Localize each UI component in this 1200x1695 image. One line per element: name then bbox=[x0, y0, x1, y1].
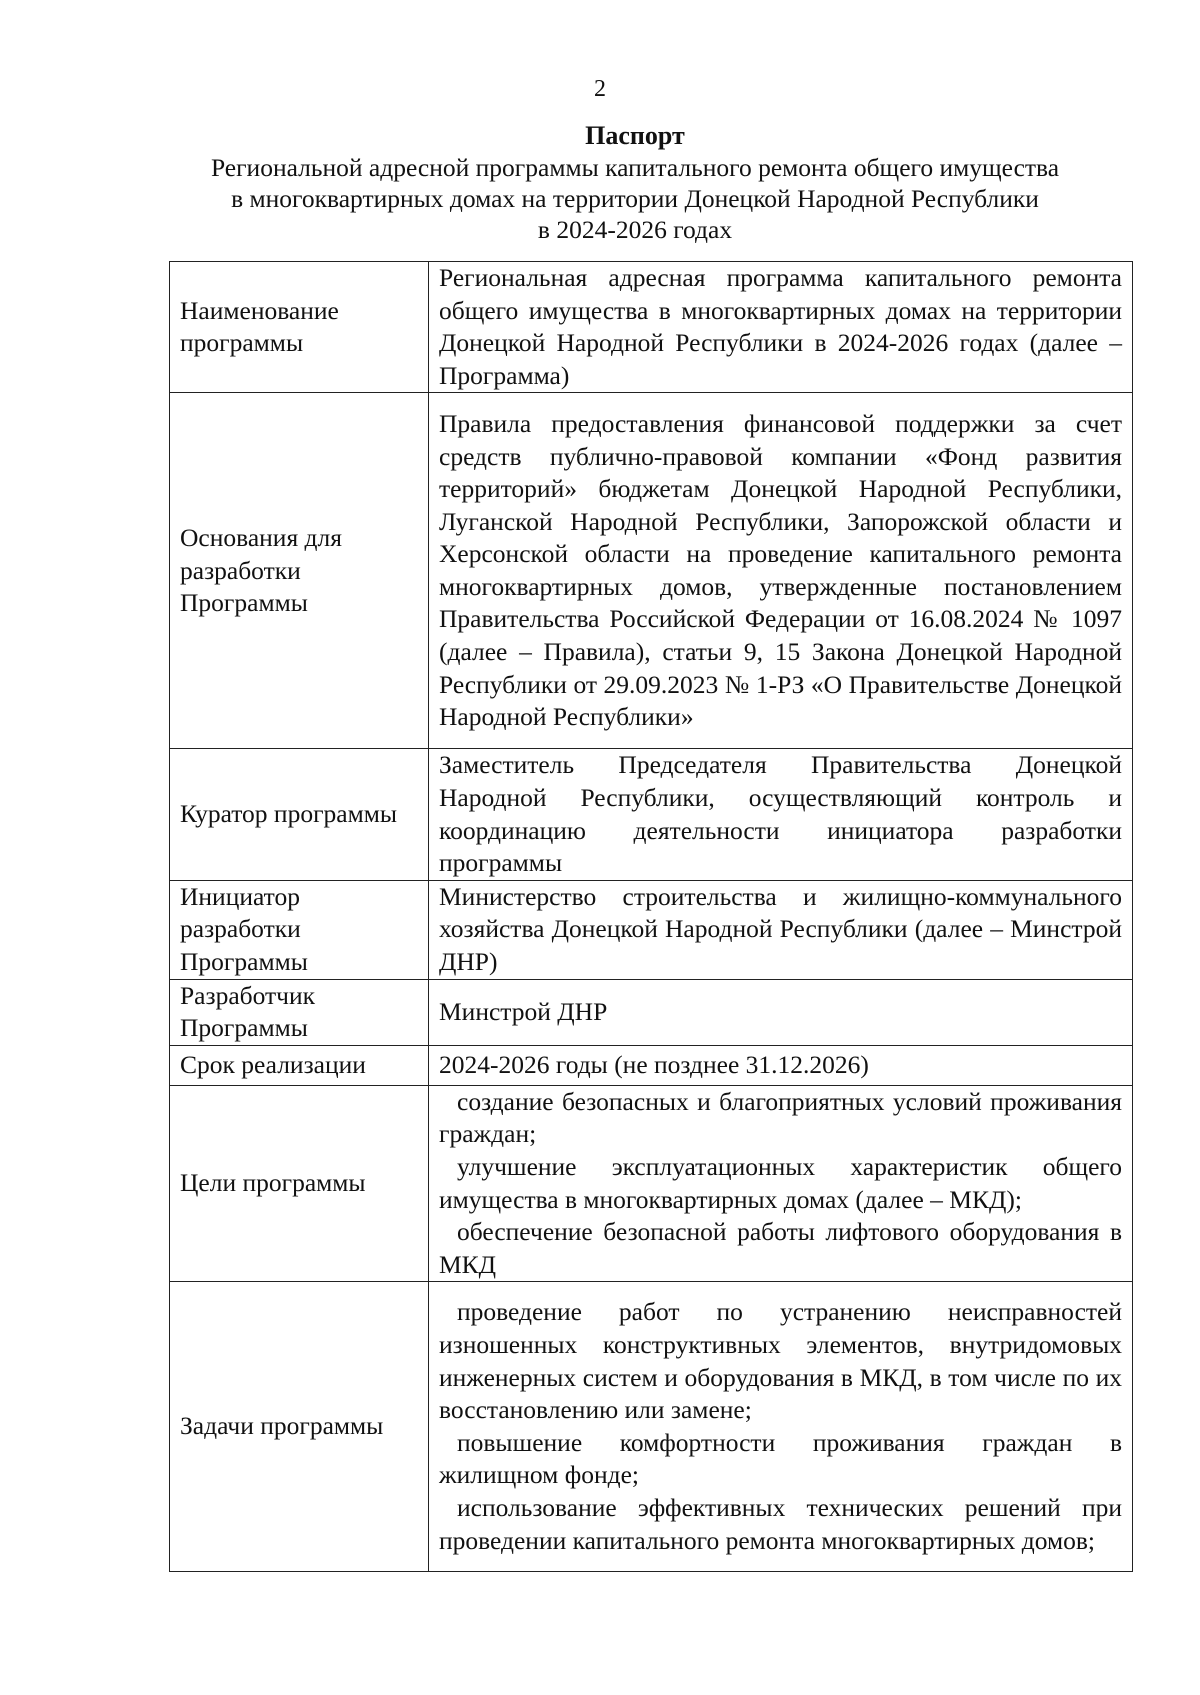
goal-item: обеспечение безопасной работы лифтового оборудования в МКД bbox=[439, 1217, 1122, 1279]
table-row-curator bbox=[170, 749, 1133, 880]
row-label: Наименование программы bbox=[170, 262, 429, 393]
task-item: повышение комфортности проживания граждан в жилищном фонде; bbox=[439, 1427, 1122, 1490]
table-row-term bbox=[170, 1045, 1133, 1085]
table-row-tasks bbox=[170, 1282, 1133, 1572]
row-value: 2024-2026 годы (не позднее 31.12.2026) bbox=[429, 1045, 1133, 1085]
table-row-developer bbox=[170, 979, 1133, 1045]
row-value-list bbox=[429, 1085, 1133, 1282]
document-subtitle-line-1: Региональной адресной программы капитального ремонта общего имущества bbox=[210, 153, 1060, 182]
document-subtitle-line-3: в 2024-2026 годах bbox=[537, 215, 733, 244]
document-header bbox=[150, 120, 1120, 245]
table-row-program-name bbox=[170, 262, 1133, 393]
document-title: Паспорт bbox=[585, 121, 685, 150]
table-row-grounds bbox=[170, 393, 1133, 749]
row-label: Цели программы bbox=[170, 1085, 429, 1282]
row-label: Разработчик Программы bbox=[170, 979, 429, 1045]
row-value: Министерство строительства и жилищно-коммунального хозяйства Донецкой Народной Республики (далее – Минстрой ДНР) bbox=[429, 880, 1133, 979]
row-value: Правила предоставления финансовой поддержки за счет средств публично-правовой компании «Фонд развития территорий» бюджетам Донецкой Народной Республики, Луганской Народной Республики, Запорожской области и Херсонской области на проведение капитального ремонта многоквартирных домов, утвержденные постановлением Правительства Российской Федерации от 16.08.2024 № 1097 (далее – Правила), статьи 9, 15 Закона Донецкой Народной Республики от 29.09.2023 № 1-РЗ «О Правительстве Донецкой Народной Республики» bbox=[429, 393, 1133, 749]
document-subtitle-line-2: в многоквартирных домах на территории Донецкой Народной Республики bbox=[231, 184, 1039, 213]
row-value-list bbox=[429, 1282, 1133, 1572]
goal-item: улучшение эксплуатационных характеристик общего имущества в многоквартирных домах (далее – МКД); bbox=[439, 1151, 1122, 1214]
row-label: Срок реализации bbox=[170, 1045, 429, 1085]
task-item: проведение работ по устранению неисправностей изношенных конструктивных элементов, внутридомовых инженерных систем и оборудования в МКД, в том числе по их восстановлению или замене; bbox=[439, 1297, 1122, 1425]
table-row-initiator bbox=[170, 880, 1133, 979]
row-value: Региональная адресная программа капитального ремонта общего имущества в многоквартирных домах на территории Донецкой Народной Республики в 2024-2026 годах (далее – Программа) bbox=[429, 262, 1133, 393]
passport-table bbox=[169, 261, 1133, 1572]
row-label: Задачи программы bbox=[170, 1282, 429, 1572]
page-number: 2 bbox=[594, 76, 606, 102]
task-item: использование эффективных технических решений при проведении капитального ремонта многоквартирных домов; bbox=[439, 1492, 1122, 1555]
row-label: Куратор программы bbox=[170, 749, 429, 880]
goal-item: создание безопасных и благоприятных условий проживания граждан; bbox=[439, 1086, 1122, 1149]
row-label: Инициатор разработки Программы bbox=[170, 880, 429, 979]
row-value: Заместитель Председателя Правительства Донецкой Народной Республики, осуществляющий контроль и координацию деятельности инициатора разработки программы bbox=[429, 749, 1133, 880]
row-value: Минстрой ДНР bbox=[429, 979, 1133, 1045]
table-row-goals bbox=[170, 1085, 1133, 1282]
row-label: Основания для разработки Программы bbox=[170, 393, 429, 749]
